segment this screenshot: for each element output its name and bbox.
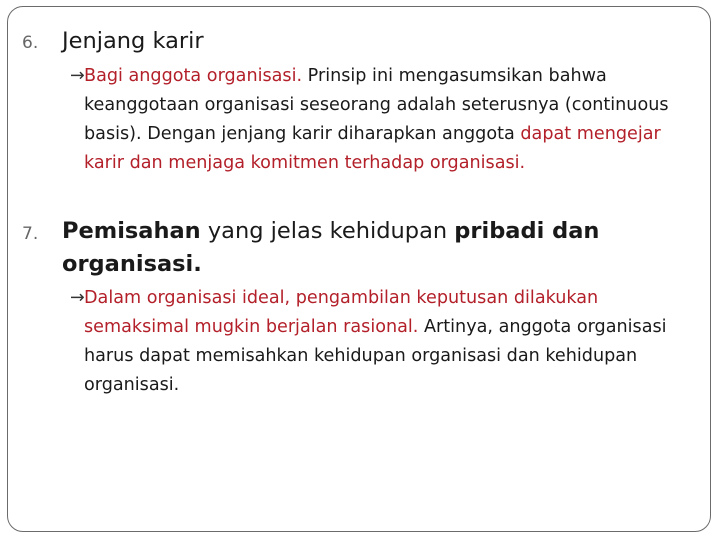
bold-text: pribadi dan organisasi. (62, 218, 600, 277)
sub-bullet-6 (70, 62, 700, 207)
item-number: 7. (22, 224, 39, 244)
sub-bullet-text (84, 62, 704, 178)
sub-bullet-7 (70, 284, 700, 404)
plain-text: yang jelas kehidupan (200, 218, 455, 244)
highlight-text: Dalam organisasi ideal, pengambilan keputusan dilakukan semaksimal mugkin berjalan rasional. (84, 288, 599, 337)
highlight-text: Bagi anggota organisasi. (84, 66, 303, 86)
highlight-text: dapat mengejar karir dan menjaga komitmen terhadap organisasi. (84, 124, 661, 173)
body-text: Prinsip ini mengasumsikan bahwa keanggotaan organisasi seseorang adalah seterusnya (continuous basis). Dengan jenjang karir diharapkan anggota (84, 66, 669, 144)
arrow-icon: → (70, 288, 85, 308)
bold-text: Pemisahan (62, 218, 201, 244)
item-title: Jenjang karir (62, 28, 204, 54)
item-number: 6. (22, 33, 39, 53)
body-text: Artinya, anggota organisasi harus dapat memisahkan kehidupan organisasi dan kehidupan organisasi. (84, 317, 667, 395)
arrow-icon: → (70, 66, 85, 86)
sub-bullet-text (84, 284, 704, 400)
item-title (62, 215, 602, 281)
